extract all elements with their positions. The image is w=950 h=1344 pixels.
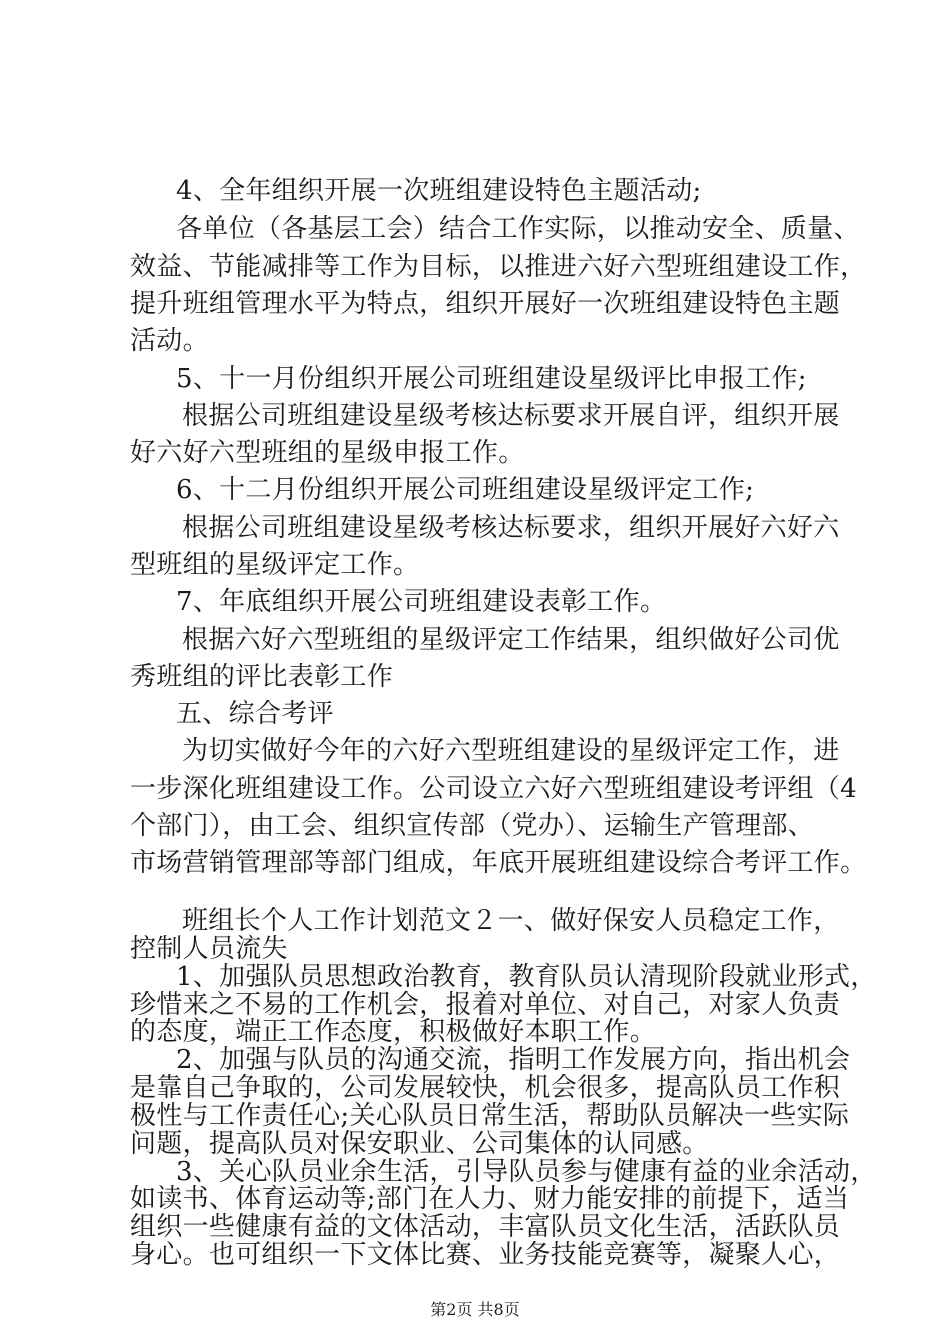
text-line: 身心。也可组织一下文体比赛、业务技能竞赛等，凝聚人心， (130, 1240, 841, 1270)
text-line: 个部门），由工会、组织宣传部（党办）、运输生产管理部、 (130, 811, 815, 841)
text-line: 为切实做好今年的六好六型班组建设的星级评定工作，进 (182, 736, 840, 766)
text-line: 活动。 (130, 326, 209, 356)
text-line: 提升班组管理水平为特点，组织开展好一次班组建设特色主题 (130, 289, 841, 319)
text-line: 如读书、体育运动等;部门在人力、财力能安排的前提下，适当 (130, 1184, 850, 1214)
text-line: 2、加强与队员的沟通交流，指明工作发展方向，指出机会 (176, 1045, 851, 1075)
page-number: 第2页 共8页 (430, 1300, 520, 1319)
text-line: 3、关心队员业余生活，引导队员参与健康有益的业余活动， (176, 1157, 877, 1187)
text-line: 组织一些健康有益的文体活动，丰富队员文化生活，活跃队员 (130, 1212, 841, 1242)
text-line: 1、加强队员思想政治教育，教育队员认清现阶段就业形式， (176, 962, 877, 992)
text-line: 班组长个人工作计划范文２一、做好保安人员稳定工作， (182, 906, 840, 936)
text-line: 是靠自己争取的，公司发展较快，机会很多，提高队员工作积 (130, 1073, 841, 1103)
text-line: 珍惜来之不易的工作机会，报着对单位、对自己，对家人负责 (130, 990, 841, 1020)
text-line: 好六好六型班组的星级申报工作。 (130, 438, 525, 468)
text-line: 型班组的星级评定工作。 (130, 550, 420, 580)
text-line: 6、十二月份组织开展公司班组建设星级评定工作; (176, 475, 755, 505)
text-line: 根据公司班组建设星级考核达标要求，组织开展好六好六 (182, 513, 840, 543)
text-line: 的态度，端正工作态度，积极做好本职工作。 (130, 1017, 657, 1047)
text-line: 控制人员流失 (130, 934, 288, 964)
text-line: 秀班组的评比表彰工作 (130, 662, 394, 692)
text-line: 根据公司班组建设星级考核达标要求开展自评，组织开展 (182, 401, 840, 431)
section-heading: 五、综合考评 (176, 699, 334, 729)
text-line: 市场营销管理部等部门组成，年底开展班组建设综合考评工作。 (130, 848, 867, 878)
text-line: 一步深化班组建设工作。公司设立六好六型班组建设考评组（4 (130, 774, 857, 804)
text-line: 根据六好六型班组的星级评定工作结果，组织做好公司优 (182, 625, 840, 655)
text-line: 7、年底组织开展公司班组建设表彰工作。 (176, 587, 667, 617)
text-line: 问题，提高队员对保安职业、公司集体的认同感。 (130, 1129, 709, 1159)
text-line: 5、十一月份组织开展公司班组建设星级评比申报工作; (176, 364, 807, 394)
text-line: 4、全年组织开展一次班组建设特色主题活动; (176, 176, 702, 206)
text-line: 效益、节能减排等工作为目标，以推进六好六型班组建设工作， (130, 252, 867, 282)
text-line: 各单位（各基层工会）结合工作实际，以推动安全、质量、 (176, 214, 860, 244)
text-line: 极性与工作责任心;关心队员日常生活，帮助队员解决一些实际 (130, 1101, 850, 1131)
